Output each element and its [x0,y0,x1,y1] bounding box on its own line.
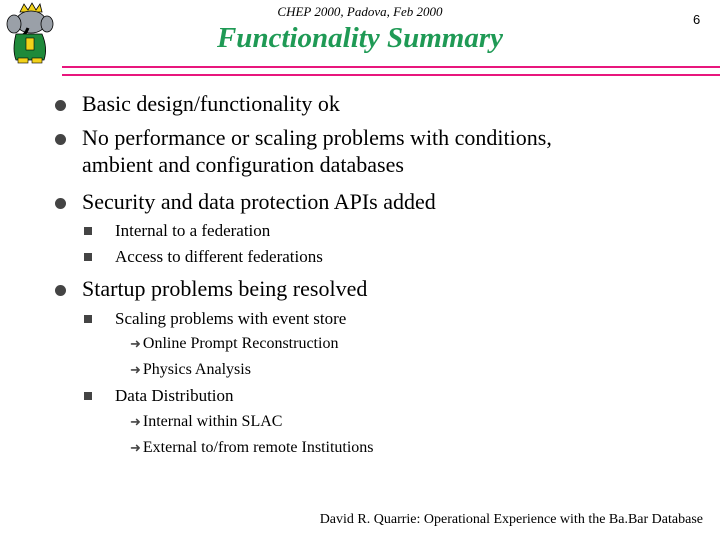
bullet-dot-icon [55,198,66,209]
subsub-bullet-text: Online Prompt Reconstruction [142,335,339,352]
bullet-text-continued: ambient and configuration databases [82,152,404,177]
arrow-bullet-icon: ➜ [130,336,141,351]
square-bullet-icon [84,253,92,261]
bullet-text: Basic design/functionality ok [82,91,340,116]
subsub-bullet-text: External to/from remote Institutions [142,439,374,456]
bullet-text: Startup problems being resolved [82,276,368,301]
subsub-bullet-item [130,334,338,354]
header-rule-top [62,66,720,68]
square-bullet-icon [84,227,92,235]
slide-title: Functionality Summary [216,22,504,54]
square-bullet-icon [84,392,92,400]
subsub-bullet-item [130,438,374,458]
sub-bullet-text: Data Distribution [115,386,234,405]
sub-bullet-text: Internal to a federation [115,221,271,240]
subsub-bullet-item [130,360,251,380]
square-bullet-icon [84,315,92,323]
subsub-bullet-text: Internal within SLAC [142,413,283,430]
conference-header: CHEP 2000, Padova, Feb 2000 [277,4,443,19]
bullet-dot-icon [55,134,66,145]
arrow-bullet-icon: ➜ [130,362,141,377]
footer-credit: David R. Quarrie: Operational Experience with the Ba.Bar Database [319,512,703,527]
sub-bullet-text: Scaling problems with event store [115,309,347,328]
subsub-bullet-text: Physics Analysis [142,361,251,378]
arrow-bullet-icon: ➜ [130,414,141,429]
header-rule-bottom [62,74,720,76]
sub-bullet-text: Access to different federations [115,247,323,266]
arrow-bullet-icon: ➜ [130,440,141,455]
bullet-text: No performance or scaling problems with conditions, [82,125,552,150]
bullet-dot-icon [55,285,66,296]
bullet-text: Security and data protection APIs added [82,189,436,214]
subsub-bullet-item [130,412,282,432]
bullet-dot-icon [55,100,66,111]
page-number: 6 [693,12,701,27]
